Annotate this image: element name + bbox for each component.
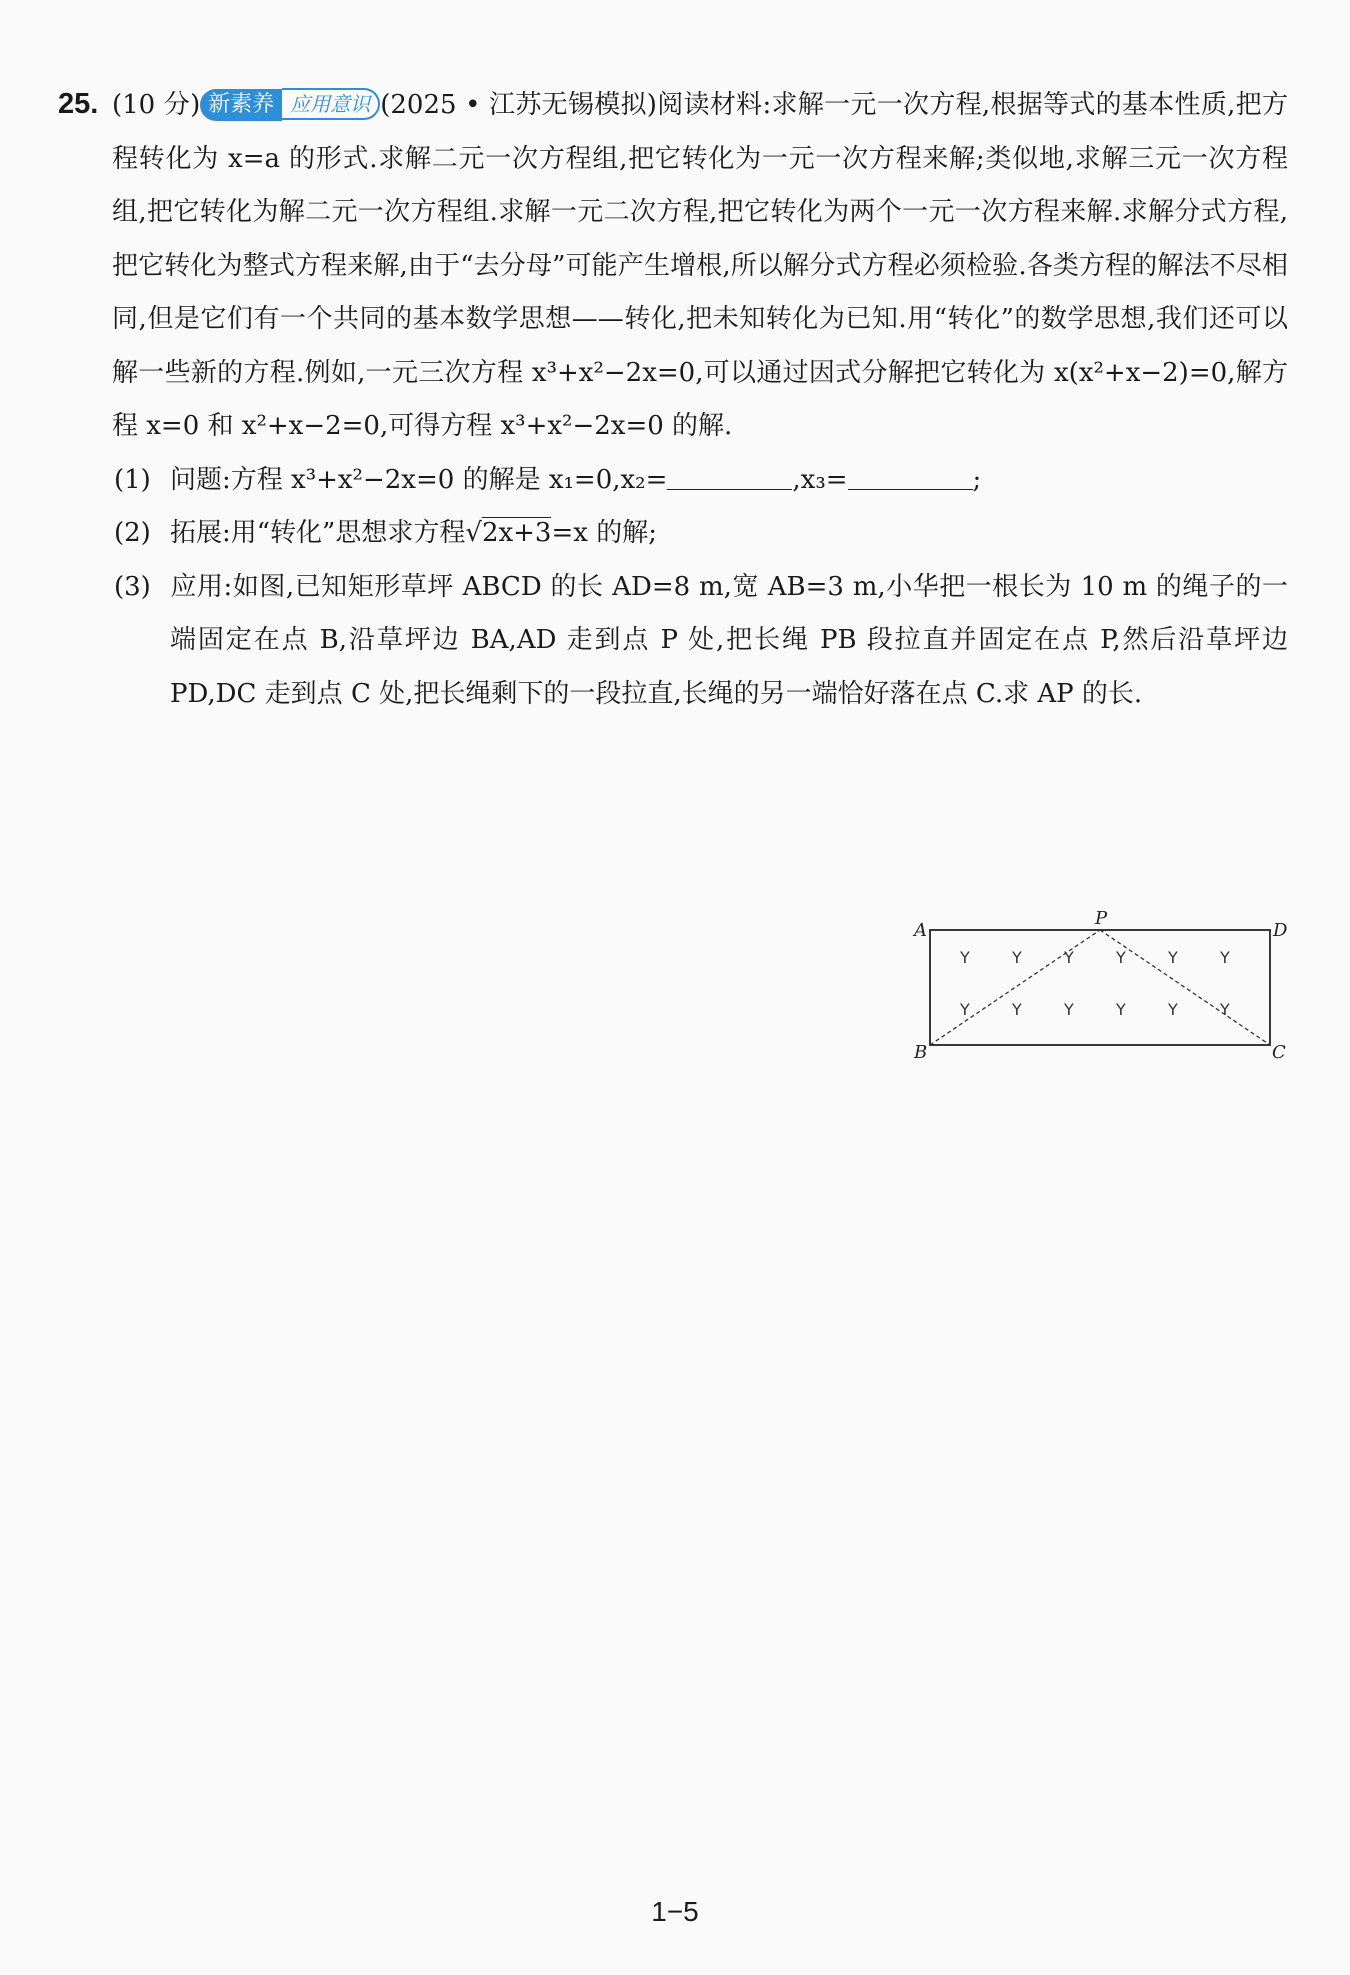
sqrt-radicand: 2x+3 bbox=[481, 518, 552, 548]
grass-icon: Y bbox=[1012, 1000, 1022, 1019]
vertex-label-c: C bbox=[1272, 1042, 1286, 1063]
vertex-label-d: D bbox=[1273, 920, 1288, 941]
grass-icon: Y bbox=[960, 1000, 970, 1019]
reading-material: 阅读材料:求解一元一次方程,根据等式的基本性质,把方程转化为 x=a 的形式.求解二元一次方程组,把它转化为一元一次方程来解;类似地,求解三元一次方程组,把它转化为解二元一次方程组.求解一元二次方程,把它转化为两个一元一次方程来解.求解分式方程,把它转化为整式方程来解,由于“去分母”可能产生增根,所以解分式方程必须检验.各类方程的解法不尽相同,但是它们有一个共同的基本数学思想——转化,把未知转化为已知.用“转化”的数学思想,我们还可以解一些新的方程.例如,一元三次方程 x³+x²−2x=0,可以通过因式分解把它转化为 x(x²+x−2)=0,解方程 x=0 和 x²+x−2=0,可得方程 x³+x²−2x=0 的解. bbox=[112, 90, 1288, 441]
question-1-text: 问题:方程 x³+x²−2x=0 的解是 x₁=0,x₂= bbox=[170, 464, 668, 495]
answer-blank-x2[interactable] bbox=[667, 467, 792, 490]
problem-score: (10 分) bbox=[112, 90, 201, 120]
lawn-rectangle-figure bbox=[900, 900, 1300, 1070]
question-1-mid: ,x₃= bbox=[792, 464, 848, 495]
badge-application: 应用意识 bbox=[282, 88, 380, 120]
question-3-text: 应用:如图,已知矩形草坪 ABCD 的长 AD=8 m,宽 AB=3 m,小华把一根长为 10 m 的绳子的一端固定在点 B,沿草坪边 BA,AD 走到点 P 处,把长绳 PB 段拉直并固定在点 P,然后沿草坪边 PD,DC 走到点 C 处,把长绳剩下的一段拉直,长绳的另一端恰好落在点 C.求 AP 的长. bbox=[170, 571, 1288, 709]
question-1-end: ; bbox=[972, 464, 982, 495]
vertex-label-a: A bbox=[914, 920, 927, 941]
answer-blank-x3[interactable] bbox=[848, 467, 973, 490]
problem-number: 25. bbox=[58, 88, 99, 120]
grass-icon: Y bbox=[1064, 948, 1074, 967]
question-2 bbox=[58, 507, 1288, 561]
problem-25 bbox=[58, 78, 1288, 721]
grass-icon: Y bbox=[1116, 1000, 1126, 1019]
problem-source: (2025 • 江苏无锡模拟) bbox=[380, 90, 657, 120]
vertex-label-b: B bbox=[914, 1042, 928, 1063]
vertex-label-p: P bbox=[1095, 908, 1108, 929]
question-1 bbox=[58, 454, 1288, 508]
grass-marks bbox=[959, 948, 1230, 1019]
grass-icon: Y bbox=[1168, 1000, 1178, 1019]
grass-icon: Y bbox=[1012, 948, 1022, 967]
question-2-post: =x 的解; bbox=[551, 518, 657, 548]
badge-new-literacy: 新素养 bbox=[200, 89, 282, 121]
grass-icon: Y bbox=[1220, 948, 1230, 967]
sqrt-icon: √ bbox=[465, 518, 482, 548]
grass-icon: Y bbox=[1116, 948, 1126, 967]
grass-icon: Y bbox=[960, 948, 970, 967]
problem-stem bbox=[58, 78, 1288, 454]
question-3-label: (3) bbox=[114, 571, 151, 602]
question-1-label: (1) bbox=[114, 464, 151, 495]
grass-icon: Y bbox=[1168, 948, 1178, 967]
question-3 bbox=[58, 561, 1288, 722]
question-2-label: (2) bbox=[114, 518, 151, 548]
page-number: 1−5 bbox=[651, 1896, 699, 1927]
grass-icon: Y bbox=[1064, 1000, 1074, 1019]
grass-icon: Y bbox=[1220, 1000, 1230, 1019]
lawn-rectangle bbox=[930, 930, 1270, 1045]
question-2-pre: 拓展:用“转化”思想求方程 bbox=[170, 518, 466, 548]
